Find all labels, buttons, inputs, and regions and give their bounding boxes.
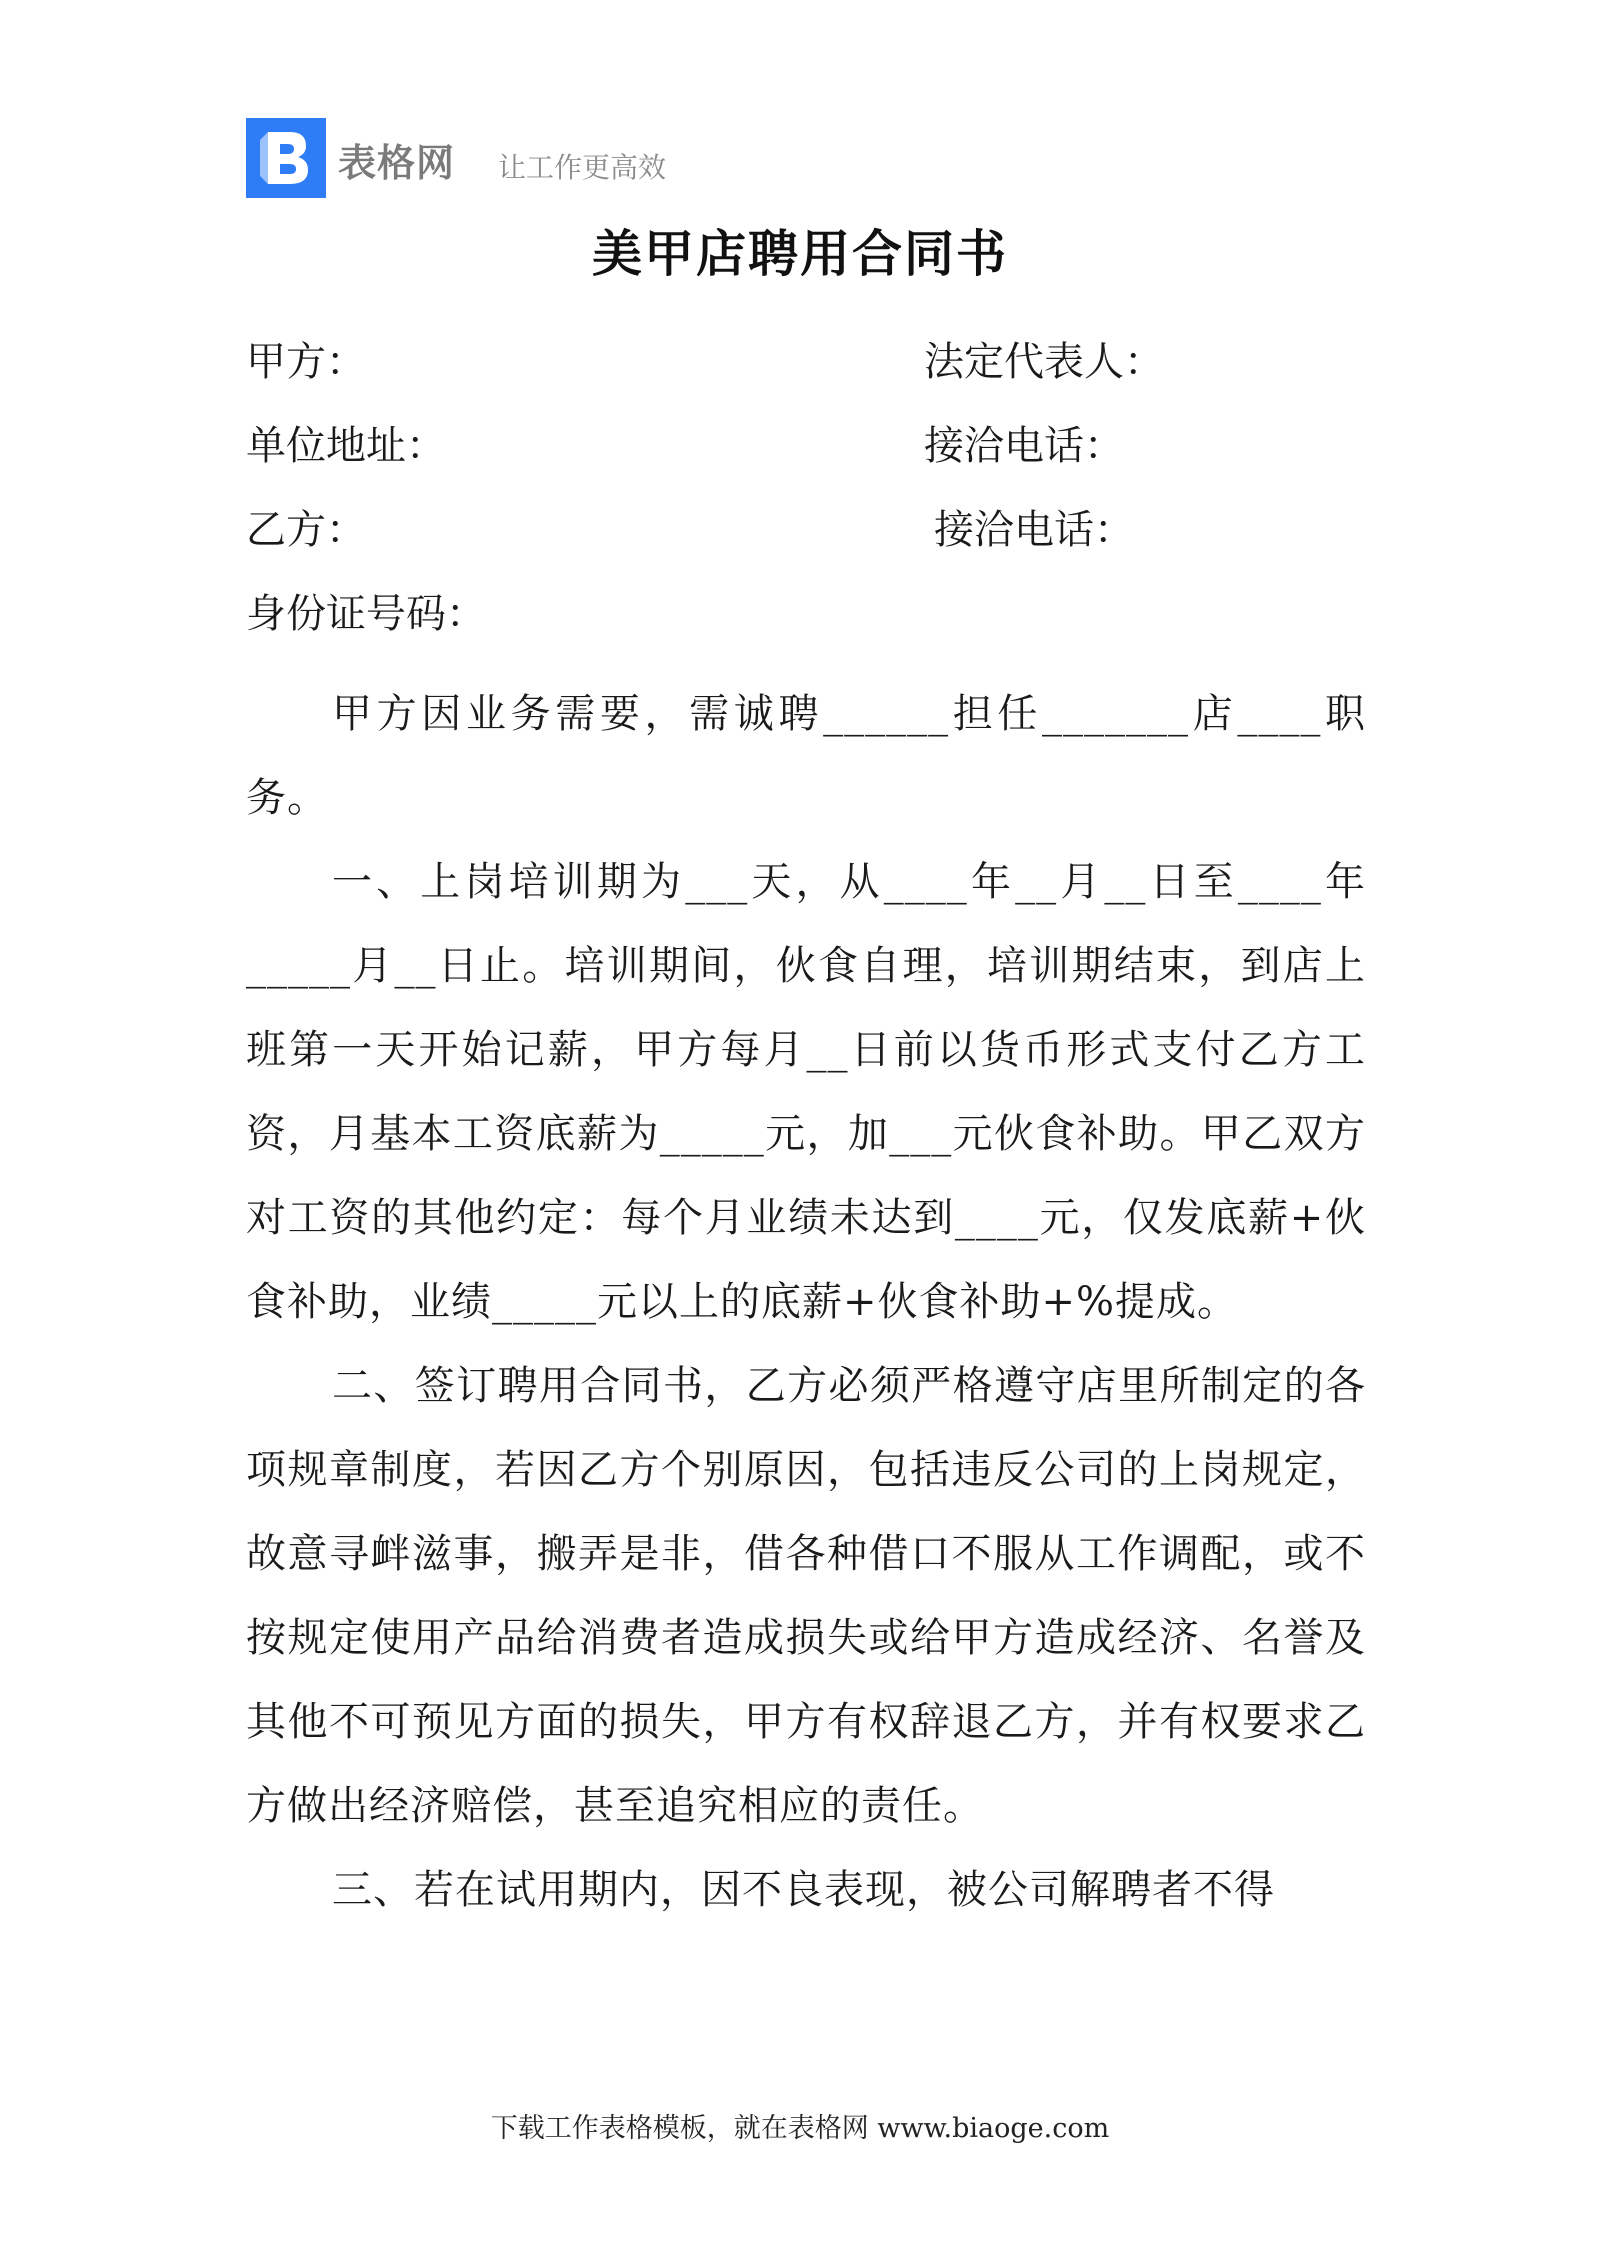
address-label: 单位地址：: [246, 423, 446, 469]
document-title: 美甲店聘用合同书: [592, 225, 1008, 283]
contract-body: [246, 672, 1366, 1932]
clause-1-paragraph: 一、上岗培训期为___天，从____年__月__日至____年_____月__日止。培训期间，伙食自理，培训期结束，到店上班第一天开始记薪，甲方每月__日前以货币形式支付乙方工资，月基本工资底薪为_____元，加___元伙食补助。甲乙双方对工资的其他约定：每个月业绩未达到____元，仅发底薪+伙食补助，业绩_____元以上的底薪+伙食补助+%提成。: [246, 859, 1366, 1325]
phone-a-label: 接洽电话：: [924, 423, 1124, 469]
intro-paragraph: 甲方因业务需要，需诚聘______担任_______店____职务。: [246, 691, 1366, 821]
clause-3-paragraph: 三、若在试用期内，因不良表现，被公司解聘者不得: [332, 1867, 1275, 1913]
party-b-label: 乙方：: [246, 507, 366, 553]
id-number-label: 身份证号码：: [246, 591, 486, 637]
brand-slogan: 让工作更高效: [498, 151, 667, 184]
party-a-label: 甲方：: [246, 339, 366, 385]
clause-2-paragraph: 二、签订聘用合同书，乙方必须严格遵守店里所制定的各项规章制度，若因乙方个别原因，包括违反公司的上岗规定，故意寻衅滋事，搬弄是非，借各种借口不服从工作调配，或不按规定使用产品给消费者造成损失或给甲方造成经济、名誉及其他不可预见方面的损失，甲方有权辞退乙方，并有权要求乙方做出经济赔偿，甚至追究相应的责任。: [246, 1363, 1366, 1829]
phone-b-label: 接洽电话：: [934, 507, 1134, 553]
page-footer: 下载工作表格模板，就在表格网 www.biaoge.com: [490, 2113, 1110, 2144]
legal-rep-label: 法定代表人：: [924, 339, 1164, 385]
biaoge-logo-icon: [246, 118, 326, 198]
brand-name: 表格网: [338, 141, 456, 185]
